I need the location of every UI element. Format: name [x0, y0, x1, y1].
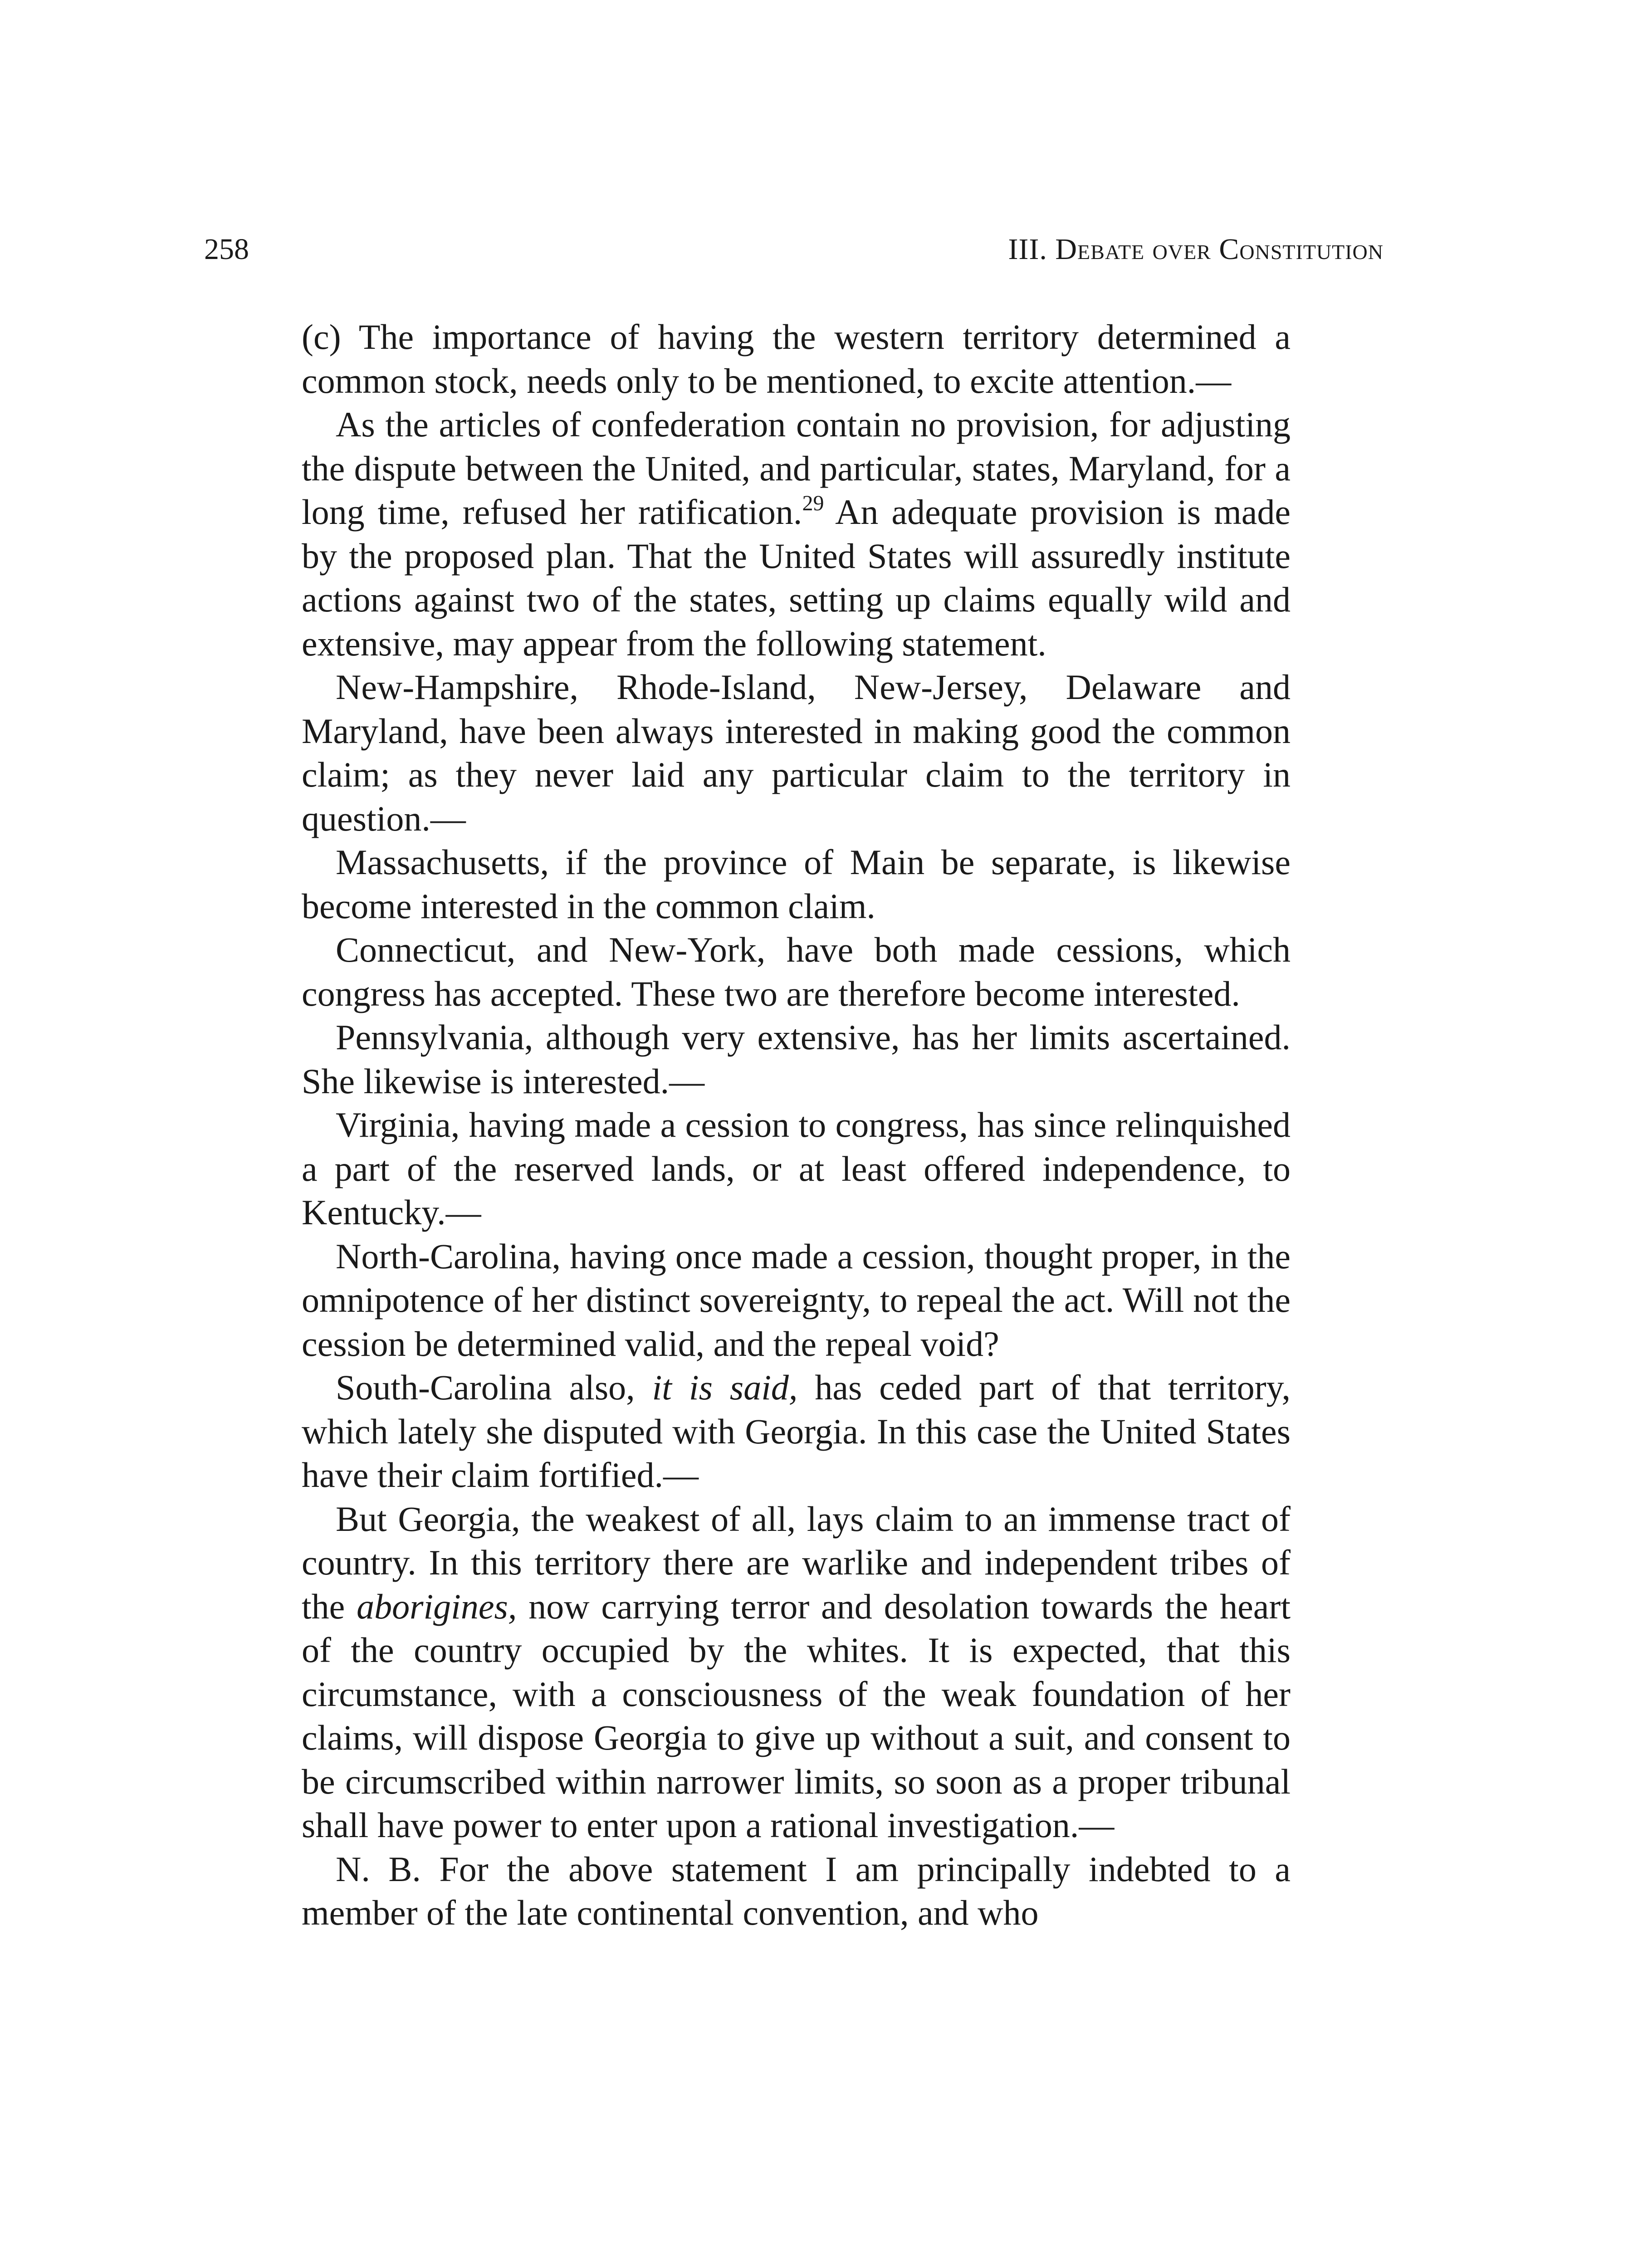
paragraph-text: As the articles of confederation contain no provision, for adjusting the dispute between the United, and particular, states, Maryland, for a long time, refused her ratification.	[302, 405, 1291, 532]
italic-word: aborigines,	[357, 1586, 517, 1626]
paragraph-articles-of-confederation	[302, 403, 1291, 665]
footnote-reference: 29	[802, 491, 824, 515]
page-number: 258	[204, 233, 249, 266]
paragraph-georgia	[302, 1497, 1291, 1848]
paragraph-pennsylvania: Pennsylvania, although very extensive, has her limits ascertained. She likewise is interested.—	[302, 1017, 1291, 1101]
paragraph-text-continued: has ceded part of that territory, which lately she disputed with Georgia. In this case the United States have their claim fortified.—	[302, 1368, 1291, 1495]
paragraph-nota-bene: N. B. For the above statement I am principally indebted to a member of the late continental convention, and who	[302, 1849, 1291, 1932]
paragraph-text: But Georgia, the weakest of all, lays claim to an immense tract of country. In this territory there are warlike and independent tribes of the	[302, 1499, 1291, 1626]
paragraph-western-territory: (c) The importance of having the western territory determined a common stock, needs only to be mentioned, to excite attention.—	[302, 317, 1291, 401]
paragraph-text-continued: An adequate provision is made by the proposed plan. That the United States will assuredly institute actions against two of the states, setting up claims equally wild and extensive, may appear from the following statement.	[302, 492, 1291, 663]
section-title: III. Debate over Constitution	[1008, 233, 1384, 266]
paragraph-south-carolina	[302, 1366, 1291, 1497]
paragraph-new-hampshire: New-Hampshire, Rhode-Island, New-Jersey, Delaware and Maryland, have been always interested in making good the common claim; as they never laid any particular claim to the territory in question.—	[302, 667, 1291, 838]
paragraph-massachusetts: Massachusetts, if the province of Main be separate, is likewise become interested in the common claim.	[302, 842, 1291, 926]
paragraph-text-continued: now carrying terror and desolation towards the heart of the country occupied by the whites. It is expected, that this circumstance, with a consciousness of the weak foundation of her claims, will dispose Georgia to give up without a suit, and consent to be circumscribed within narrower limits, so soon as a proper tribunal shall have power to enter upon a rational investigation.—	[302, 1586, 1291, 1845]
paragraph-text: South-Carolina also,	[336, 1368, 652, 1407]
body-text	[302, 315, 1291, 1935]
paragraph-north-carolina: North-Carolina, having once made a cession, thought proper, in the omnipotence of her distinct sovereignty, to repeal the act. Will not the cession be determined valid, and the repeal void?	[302, 1236, 1291, 1364]
paragraph-virginia: Virginia, having made a cession to congress, has since relinquished a part of the reserved lands, or at least offered independence, to Kentucky.—	[302, 1105, 1291, 1232]
running-head	[204, 227, 1384, 272]
italic-phrase: it is said,	[652, 1368, 798, 1407]
paragraph-connecticut: Connecticut, and New-York, have both made cessions, which congress has accepted. These two are therefore become interested.	[302, 930, 1291, 1013]
